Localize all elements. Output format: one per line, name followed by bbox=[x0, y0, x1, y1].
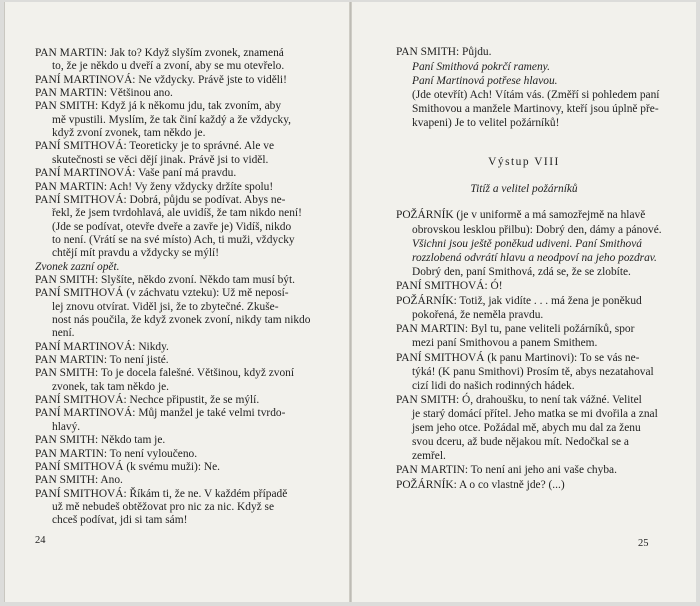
text-line: POŽÁRNÍK: A o co vlastně jde? (...) bbox=[396, 479, 565, 491]
text-line: zvonek, tak tam někdo je. bbox=[52, 381, 170, 393]
text-line: Zvonek zazní opět. bbox=[35, 261, 120, 273]
text-line: PAN SMITH: Půjdu. bbox=[396, 46, 492, 58]
text-line: PAN SMITH: To je docela falešné. Většinou, když zvoní bbox=[35, 367, 295, 379]
text-line: týká! (K panu Smithovi) Prosím tě, abys nezatahoval bbox=[412, 366, 654, 378]
text-line: cizí lidi do našich rodinných hádek. bbox=[412, 380, 575, 392]
text-line: PANÍ SMITHOVÁ (v záchvatu vzteku): Už mě neposí- bbox=[35, 287, 289, 299]
book-spread bbox=[4, 2, 696, 602]
text-line: obrovskou lesklou přilbu): Dobrý den, dámy a pánové. bbox=[412, 224, 662, 236]
text-line: to není. (Vrátí se na své místo) Ach, ti muži, vždycky bbox=[52, 234, 295, 246]
text-line: POŽÁRNÍK (je v uniformě a má samozřejmě na hlavě bbox=[396, 209, 646, 221]
text-line: skutečnosti se věci dějí jinak. Právě jsi to viděl. bbox=[52, 154, 269, 166]
text-line: Paní Martinová potřese hlavou. bbox=[412, 75, 558, 87]
text-line: PANÍ SMITHOVÁ: Ó! bbox=[396, 280, 503, 292]
text-line: mě vpustili. Myslím, že tak činí každý a že vždycky, bbox=[52, 114, 292, 126]
text-line: PANÍ SMITHOVÁ (k panu Martinovi): To se vás ne- bbox=[396, 352, 640, 364]
text-line: PAN MARTIN: Většinou ano. bbox=[35, 87, 173, 99]
text-line: POŽÁRNÍK: Totiž, jak vidíte . . . má žena je poněkud bbox=[396, 295, 642, 307]
text-line: lej znovu otvírat. Viděl jsi, že to zbytečné. Zkuše- bbox=[52, 301, 279, 313]
text-line: řekl, že jsem tvrdohlavá, ale uvidíš, že tam nikdo není! bbox=[52, 207, 302, 219]
text-line: PAN MARTIN: Jak to? Když slyším zvonek, znamená bbox=[35, 47, 284, 59]
text-line: Dobrý den, paní Smithová, zdá se, že se zlobíte. bbox=[412, 266, 631, 278]
text-line: PAN MARTIN: To není jisté. bbox=[35, 354, 169, 366]
text-line: je starý domácí přítel. Jeho matka se mi dvořila a znal bbox=[412, 408, 658, 420]
right-page bbox=[352, 2, 696, 602]
text-line: svou dceru, až bude nějakou mít. Nedočkal se a bbox=[412, 436, 629, 448]
text-line: rozzlobená odvrátí hlavu a neodpoví na jeho pozdrav. bbox=[412, 252, 657, 264]
text-line: PANÍ MARTINOVÁ: Vaše paní má pravdu. bbox=[35, 167, 237, 179]
text-line: PANÍ MARTINOVÁ: Můj manžel je také velmi tvrdo- bbox=[35, 407, 286, 419]
text-line: kvapeni) Je to velitel požárníků! bbox=[412, 117, 560, 129]
text-line: Smithovou a manžele Martinovy, kteří jsou úplně pře- bbox=[412, 103, 659, 115]
left-page bbox=[4, 2, 349, 602]
text-line: PAN SMITH: Někdo tam je. bbox=[35, 434, 166, 446]
text-line: PAN MARTIN: To není ani jeho ani vaše chyba. bbox=[396, 464, 617, 476]
text-line: zemřel. bbox=[412, 450, 446, 462]
text-line: PAN MARTIN: Byl tu, pane veliteli požárníků, spor bbox=[396, 323, 635, 335]
text-line: jsem jeho otce. Požádal mě, abych mu dal za ženu bbox=[412, 422, 641, 434]
text-line: PANÍ MARTINOVÁ: Ne vždycky. Právě jste to viděli! bbox=[35, 74, 287, 86]
right-page-number: 25 bbox=[638, 538, 649, 549]
text-line: chceš podívat, jdi si tam sám! bbox=[52, 514, 188, 526]
text-line: hlavý. bbox=[52, 421, 81, 433]
text-line: mezi paní Smithovou a panem Smithem. bbox=[412, 337, 598, 349]
text-line: (Jde se podívat, otevře dveře a zavře je) Vidíš, nikdo bbox=[52, 221, 292, 233]
text-line: když zvoní zvonek, tam někdo je. bbox=[52, 127, 206, 139]
text-line: to, že je někdo u dveří a zvoní, aby se mu otevřelo. bbox=[52, 60, 285, 72]
text-line: PANÍ SMITHOVÁ (k svému muži): Ne. bbox=[35, 461, 220, 473]
text-line: PANÍ SMITHOVÁ: Nechce připustit, že se mýlí. bbox=[35, 394, 260, 406]
text-line: PANÍ MARTINOVÁ: Nikdy. bbox=[35, 341, 169, 353]
text-line: PAN MARTIN: Ach! Vy ženy vždycky držíte spolu! bbox=[35, 181, 274, 193]
text-line: PANÍ SMITHOVÁ: Říkám ti, že ne. V každém případě bbox=[35, 488, 288, 500]
text-line: PAN SMITH: Ó, drahoušku, to není tak vážné. Velitel bbox=[396, 394, 642, 406]
text-line: Výstup VIII bbox=[488, 156, 560, 168]
text-line: PAN SMITH: Ano. bbox=[35, 474, 123, 486]
text-line: PAN SMITH: Slyšíte, někdo zvoní. Někdo tam musí být. bbox=[35, 274, 295, 286]
text-line: nost nás poučila, že když zvonek zvoní, nikdy tam nikdo bbox=[52, 314, 311, 326]
text-line: Paní Smithová pokrčí rameny. bbox=[412, 61, 550, 73]
text-line: PANÍ SMITHOVÁ: Dobrá, půjdu se podívat. Abys ne- bbox=[35, 194, 286, 206]
text-line: Titíž a velitel požárníků bbox=[470, 183, 578, 195]
text-line: už mě nebudeš obtěžovat pro nic za nic. Když se bbox=[52, 501, 275, 513]
text-line: (Jde otevřít) Ach! Vítám vás. (Změří si pohledem paní bbox=[412, 89, 660, 101]
text-line: pokořená, že neměla pravdu. bbox=[412, 309, 544, 321]
text-line: PAN MARTIN: To není vyloučeno. bbox=[35, 448, 198, 460]
text-line: chtějí mít pravdu a vždycky se mýlí! bbox=[52, 247, 220, 259]
text-line: PAN SMITH: Když já k někomu jdu, tak zvoním, aby bbox=[35, 100, 282, 112]
text-line: Všichni jsou ještě poněkud udiveni. Paní Smithová bbox=[412, 238, 642, 250]
text-line: PANÍ SMITHOVÁ: Teoreticky je to správné. Ale ve bbox=[35, 140, 275, 152]
text-line: není. bbox=[52, 327, 75, 339]
left-page-number: 24 bbox=[35, 535, 46, 546]
